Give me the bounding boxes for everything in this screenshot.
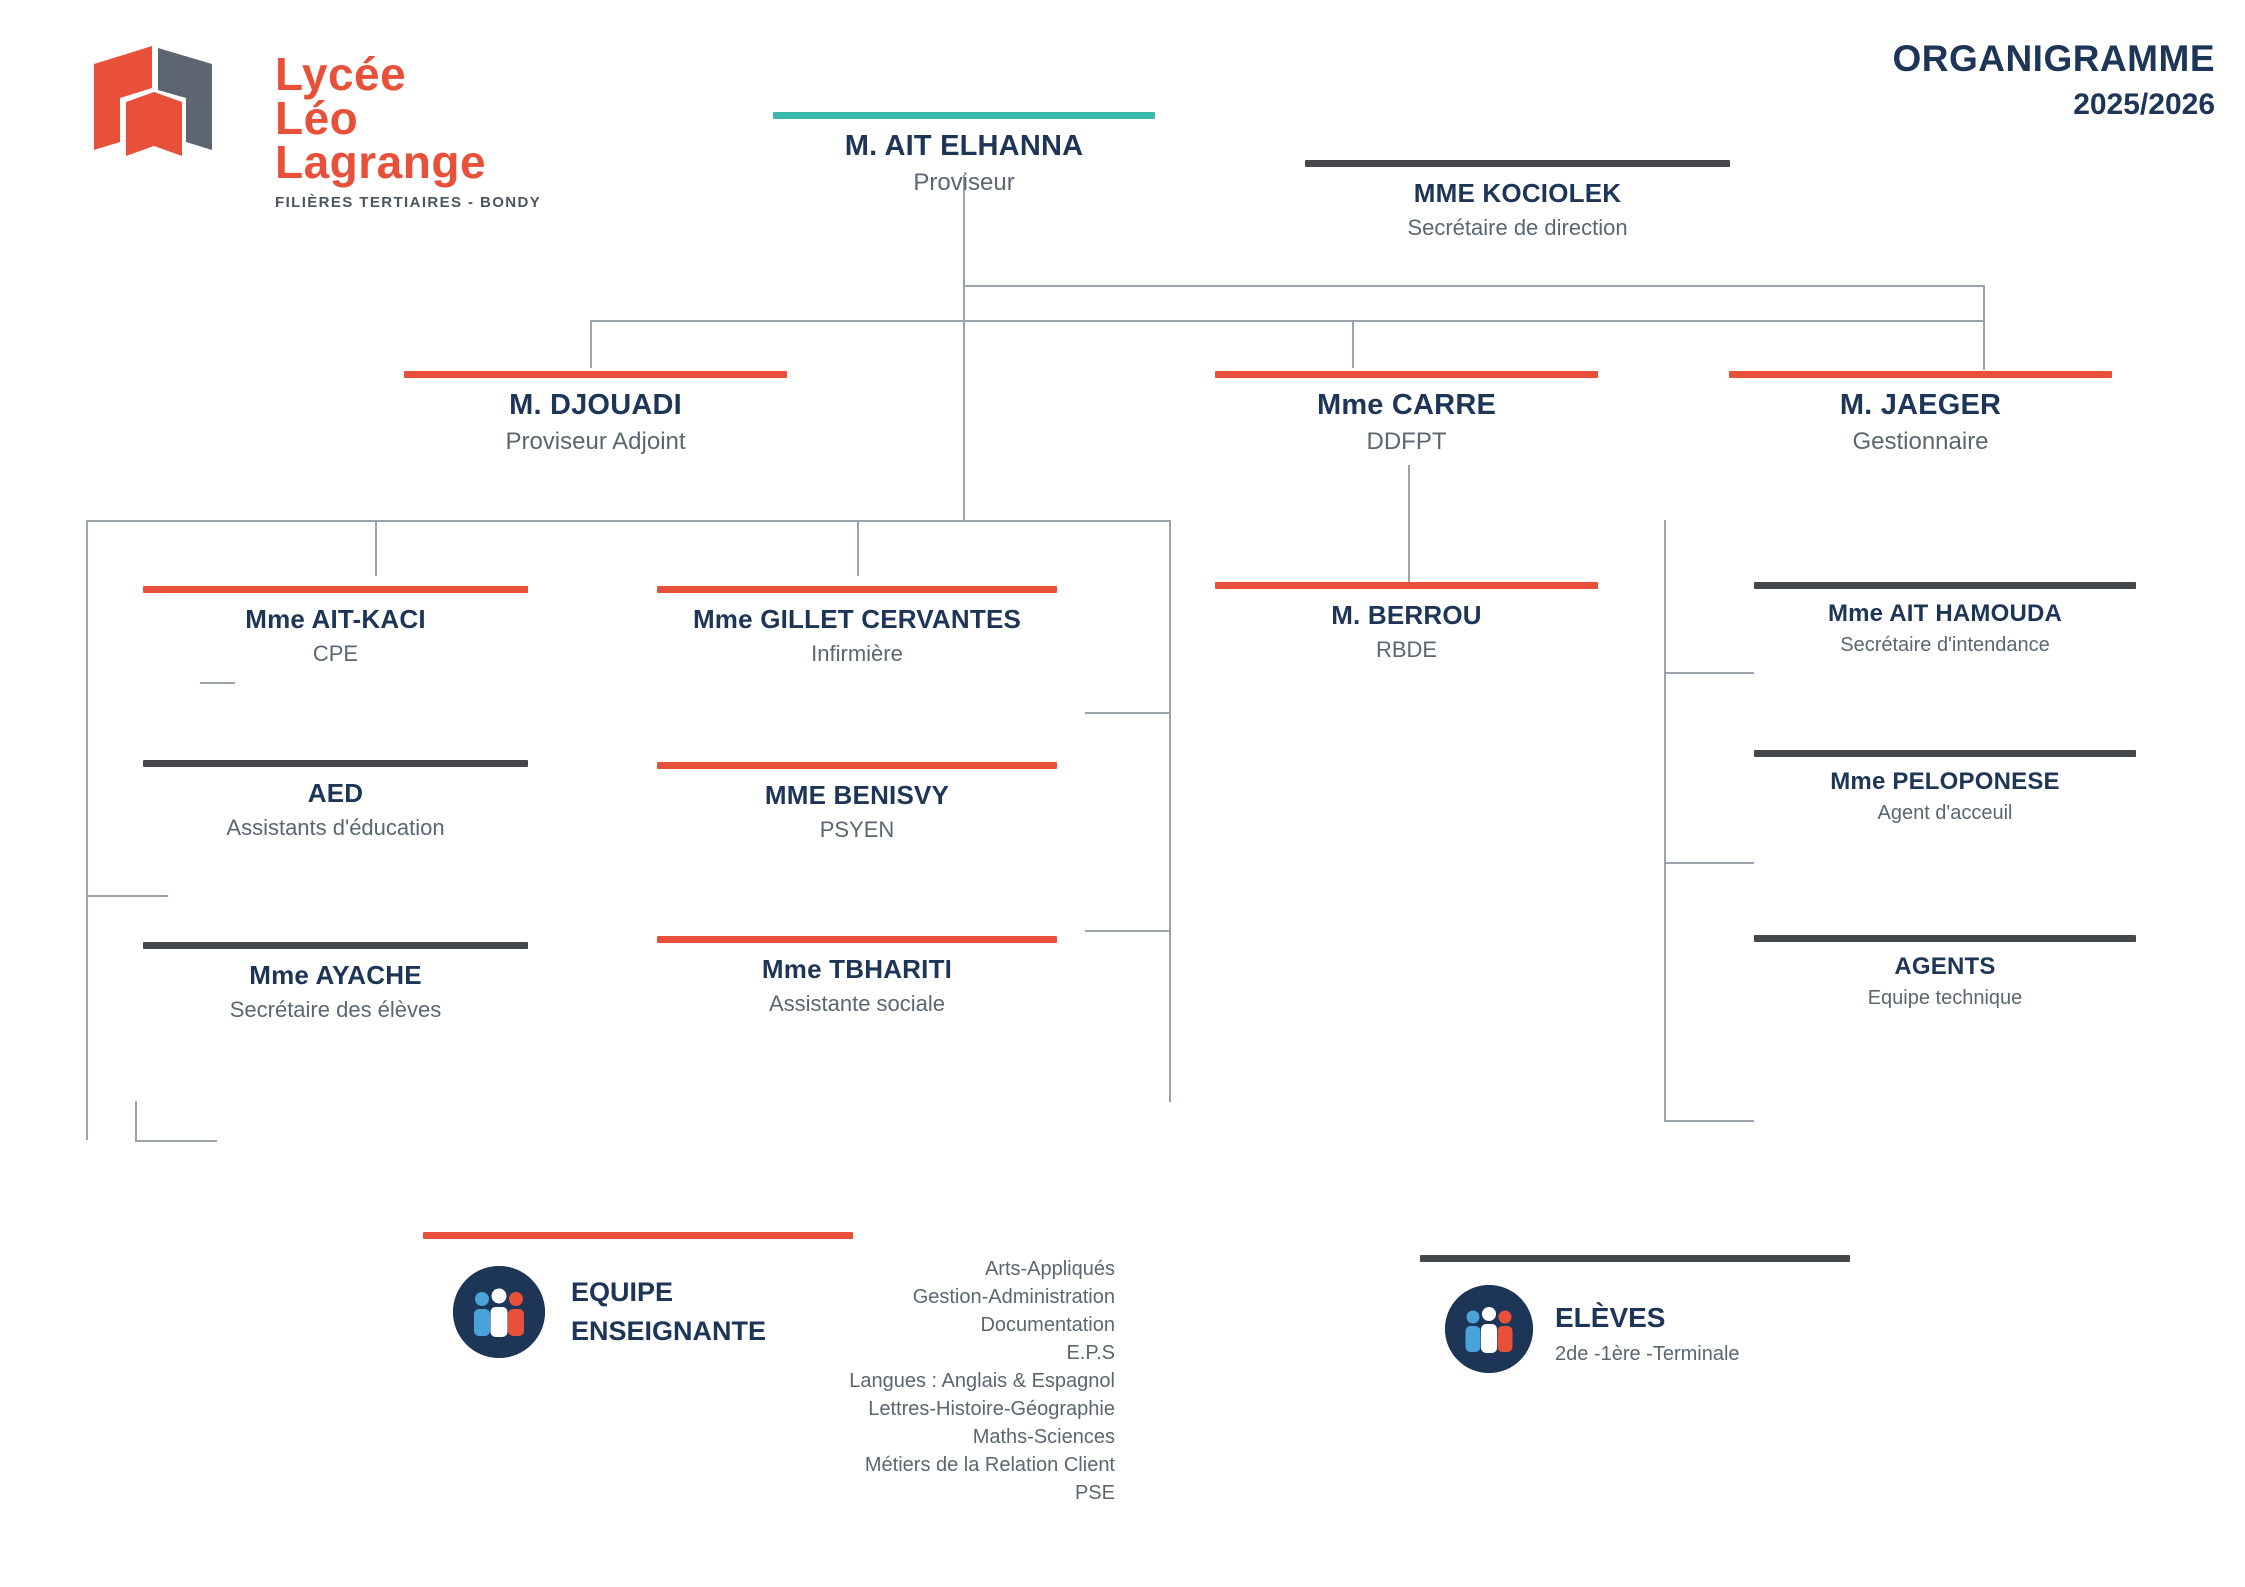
connector-cpe-tick [200, 682, 235, 684]
node-role: Equipe technique [1867, 987, 2023, 1009]
connector-djouadi-drop [590, 320, 592, 368]
node-secretaire-direction[interactable] [1305, 160, 1730, 241]
subject-item: Gestion-Administration [912, 1286, 1115, 1308]
node-role: RBDE [1375, 637, 1438, 662]
group-accent-bar [1420, 1255, 1850, 1262]
node-role: Assistants d'éducation [226, 815, 445, 840]
group-label-sub: 2de -1ère -Terminale [1555, 1343, 1740, 1365]
node-accent-bar [1754, 582, 2136, 589]
node-gestionnaire[interactable] [1729, 371, 2112, 456]
logo-wordmark [275, 48, 542, 211]
node-role: DDFPT [1366, 428, 1447, 455]
subject-item: Arts-Appliqués [984, 1258, 1115, 1280]
subject-item: Langues : Anglais & Espagnol [849, 1370, 1115, 1392]
subject-item: Maths-Sciences [972, 1426, 1115, 1448]
logo-mark-icon [90, 46, 265, 166]
connector-aed-tick [86, 895, 168, 897]
node-secretaire-eleves[interactable] [143, 942, 528, 1023]
logo-subtitle: FILIÈRES TERTIAIRES - BONDY [275, 194, 542, 211]
connector-proviseur-secretaire [963, 285, 1983, 287]
node-name: Mme AYACHE [249, 960, 422, 990]
connector-proviseur-trunk [963, 175, 965, 520]
logo-line-3: Lagrange [275, 136, 487, 188]
node-name: M. DJOUADI [509, 389, 682, 421]
node-role: Secrétaire d'intendance [1840, 634, 2050, 656]
node-role: Proviseur [913, 169, 1015, 196]
node-accent-bar [657, 936, 1057, 943]
connector-left-bracket-left [86, 520, 88, 1140]
node-accent-bar [1729, 371, 2112, 378]
people-icon [1445, 1285, 1533, 1373]
node-accent-bar [657, 586, 1057, 593]
connector-left-bracket-top [86, 520, 1171, 522]
connector-secr-tick [135, 1140, 217, 1142]
page-title [1892, 38, 2215, 122]
connector-left-bracket-right [1169, 520, 1171, 1102]
group-accent-bar [423, 1232, 853, 1239]
node-assistante-sociale[interactable] [657, 936, 1057, 1017]
node-proviseur-adjoint[interactable] [404, 371, 787, 456]
subject-item: E.P.S [1066, 1342, 1115, 1364]
node-accent-bar [1754, 750, 2136, 757]
node-infirmiere[interactable] [657, 586, 1057, 667]
node-role: Secrétaire des élèves [229, 997, 442, 1022]
subject-list [700, 1255, 1115, 1507]
node-agent-accueil[interactable] [1754, 750, 2136, 825]
node-psyen[interactable] [657, 762, 1057, 843]
node-accent-bar [404, 371, 787, 378]
subject-item: Lettres-Histoire-Géographie [868, 1398, 1115, 1420]
node-role: CPE [312, 641, 359, 666]
group-eleves[interactable] [1420, 1255, 1850, 1375]
connector-right-branch-3 [1664, 1120, 1754, 1122]
node-accent-bar [657, 762, 1057, 769]
node-aed[interactable] [143, 760, 528, 841]
node-name: AED [307, 778, 364, 808]
node-role: PSYEN [819, 817, 895, 842]
node-cpe[interactable] [143, 586, 528, 667]
title-year: 2025/2026 [2073, 88, 2215, 121]
node-name: M. JAEGER [1839, 389, 2002, 421]
subject-item: PSE [1074, 1482, 1115, 1504]
group-label-line1: ELÈVES [1555, 1302, 1666, 1333]
subject-item: Documentation [980, 1314, 1115, 1336]
connector-right-branch-2 [1664, 862, 1754, 864]
connector-carre-drop [1352, 320, 1354, 368]
node-name: Mme TBHARITI [761, 954, 953, 984]
node-accent-bar [143, 586, 528, 593]
people-icon [453, 1266, 545, 1358]
node-role: Gestionnaire [1852, 428, 1989, 455]
connector-infirmiere-drop [857, 520, 859, 576]
node-name: M. AIT ELHANNA [844, 130, 1084, 162]
node-name: Mme AIT HAMOUDA [1827, 600, 2063, 627]
node-role: Assistante sociale [768, 991, 946, 1016]
node-agents[interactable] [1754, 935, 2136, 1010]
logo-line-2: Léo [275, 92, 359, 144]
node-accent-bar [143, 760, 528, 767]
connector-jaeger-drop [1983, 320, 1985, 368]
subject-item: Métiers de la Relation Client [864, 1454, 1115, 1476]
logo-line-1: Lycée [275, 48, 407, 100]
connector-left-tail [135, 1101, 137, 1140]
node-name: Mme GILLET CERVANTES [692, 604, 1022, 634]
connector-right-branch-1 [1664, 672, 1754, 674]
node-role: Proviseur Adjoint [505, 428, 686, 455]
node-secretaire-intendance[interactable] [1754, 582, 2136, 657]
node-name: M. BERROU [1331, 600, 1482, 630]
node-accent-bar [1215, 582, 1598, 589]
connector-carre-berrou [1408, 465, 1410, 585]
node-role: Agent d'acceuil [1877, 802, 2013, 824]
node-proviseur[interactable] [773, 112, 1155, 197]
node-accent-bar [1215, 371, 1598, 378]
connector-level2-bar [590, 320, 1983, 322]
node-accent-bar [1305, 160, 1730, 167]
group-label-line1: EQUIPE [571, 1277, 674, 1307]
connector-cpe-drop [375, 520, 377, 576]
connector-sociale-tick [1085, 930, 1169, 932]
group-label-line2: ENSEIGNANTE [571, 1316, 767, 1346]
node-name: Mme CARRE [1316, 389, 1497, 421]
node-name: Mme AIT-KACI [245, 604, 426, 634]
node-name: AGENTS [1894, 953, 1996, 980]
node-accent-bar [773, 112, 1155, 119]
node-role: Secrétaire de direction [1407, 215, 1628, 240]
node-name: Mme PELOPONESE [1830, 768, 2060, 795]
school-logo [90, 38, 550, 223]
connector-psyen-tick [1085, 712, 1169, 714]
node-accent-bar [1754, 935, 2136, 942]
node-role: Infirmière [811, 641, 903, 666]
node-name: MME BENISVY [764, 780, 950, 810]
node-rbde[interactable] [1215, 582, 1598, 663]
node-ddfpt[interactable] [1215, 371, 1598, 456]
connector-right-bracket [1664, 520, 1666, 1120]
node-name: MME KOCIOLEK [1413, 178, 1622, 208]
node-accent-bar [143, 942, 528, 949]
title-main: ORGANIGRAMME [1892, 38, 2215, 79]
